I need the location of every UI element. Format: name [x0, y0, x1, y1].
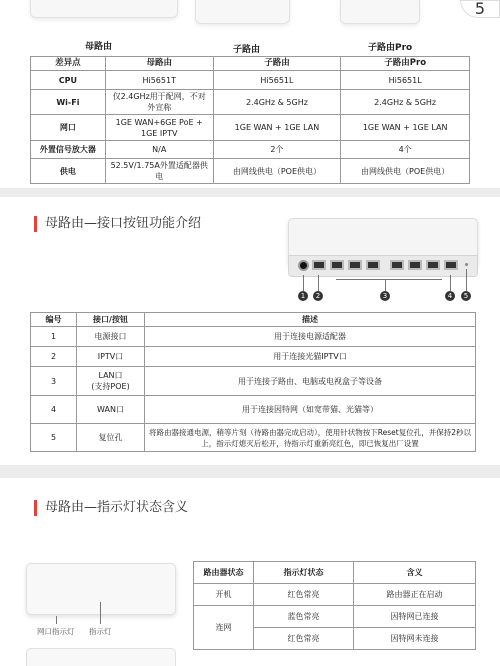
led-cell: 红色常亮	[254, 628, 354, 650]
ports-cell: WAN口	[77, 396, 145, 424]
spec-header: 母路由	[105, 57, 213, 71]
ports-cell: 用于连接因特网（如宽带猫、光猫等）	[145, 396, 476, 424]
ports-cell: 用于连接电源适配器	[145, 327, 476, 347]
spec-cell: Hi5651T	[105, 71, 213, 90]
ports-cell: 1	[31, 327, 77, 347]
ports-cell: 4	[31, 396, 77, 424]
ports-card	[0, 197, 500, 465]
spec-cell: 供电	[31, 159, 106, 184]
callout-line	[466, 269, 467, 291]
ports-cell: 电源接口	[77, 327, 145, 347]
callout-line	[450, 275, 451, 291]
table-row	[31, 115, 470, 141]
spec-header: 子路由Pro	[341, 57, 470, 71]
callout-1: 1	[298, 291, 308, 301]
col-title-child-pro: 子路由Pro	[368, 43, 413, 53]
led-cell: 蓝色常亮	[254, 606, 354, 628]
callout-line	[336, 279, 442, 280]
router-image-partial	[26, 648, 176, 666]
table-row	[31, 347, 476, 367]
callout-5: 5	[461, 291, 471, 301]
ports-header: 描述	[145, 313, 476, 327]
spec-cell: 外置信号放大器	[31, 141, 106, 159]
led-cell: 连网	[194, 606, 254, 650]
led-header: 含义	[354, 562, 476, 584]
ports-cell: 用于连接光猫IPTV口	[145, 347, 476, 367]
spec-cell: Hi5651L	[213, 71, 341, 90]
lan-port-icon	[348, 260, 362, 270]
lan-port-icon	[408, 260, 422, 270]
child-router-image	[195, 0, 290, 24]
ports-header: 编号	[31, 313, 77, 327]
mother-router-front-image	[26, 563, 176, 615]
led-section-title: 母路由—指示灯状态含义	[34, 500, 188, 516]
ports-header-row	[31, 313, 476, 327]
callout-line	[385, 279, 386, 291]
callout-line	[318, 275, 319, 291]
child-router-pro-image	[340, 0, 420, 24]
page-number: 5	[460, 0, 500, 18]
led-header: 路由器状态	[194, 562, 254, 584]
spec-cell: 52.5V/1.75A外置适配器供电	[105, 159, 213, 184]
table-row	[31, 327, 476, 347]
lan-port-icon	[390, 260, 404, 270]
table-row	[194, 584, 476, 606]
spec-cell: 1GE WAN+6GE PoE + 1GE IPTV	[105, 115, 213, 141]
spec-card	[0, 0, 500, 188]
ports-cell: 3	[31, 367, 77, 396]
spec-cell: 4个	[341, 141, 470, 159]
power-port-icon	[298, 260, 309, 271]
led-header-row	[194, 562, 476, 584]
led-header: 指示灯状态	[254, 562, 354, 584]
callout-4: 4	[445, 291, 455, 301]
led-table	[193, 561, 476, 650]
table-row	[31, 159, 470, 184]
spec-cell: 网口	[31, 115, 106, 141]
table-row	[31, 141, 470, 159]
led-cell: 因特网已连接	[354, 606, 476, 628]
spec-cell: 2个	[213, 141, 341, 159]
lan-port-icon	[330, 260, 344, 270]
table-row	[31, 367, 476, 396]
callout-line	[56, 616, 57, 624]
spec-cell: CPU	[31, 71, 106, 90]
table-row	[31, 71, 470, 90]
wan-port-icon	[444, 260, 458, 270]
ports-section-title: 母路由—接口按钮功能介绍	[34, 216, 201, 232]
ports-cell: 将路由器接通电源，稍等片刻（待路由器完成启动），使用针状物按下Reset复位孔，并保持2秒以上，指示灯熄灭后松开，待指示灯重新亮红色，即已恢复出厂设置	[145, 424, 476, 452]
table-row	[31, 424, 476, 452]
ports-cell: 用于连接子路由、电脑或电视盒子等设备	[145, 367, 476, 396]
spec-cell: N/A	[105, 141, 213, 159]
mother-router-image	[30, 0, 178, 18]
spec-header-row	[31, 57, 470, 71]
ports-cell: IPTV口	[77, 347, 145, 367]
reset-hole-icon	[465, 263, 468, 266]
table-row	[194, 606, 476, 628]
spec-cell: 1GE WAN + 1GE LAN	[213, 115, 341, 141]
ports-cell: LAN口 (支持POE)	[77, 367, 145, 396]
spec-cell: Wi-Fi	[31, 90, 106, 115]
iptv-port-icon	[312, 260, 326, 270]
port-led-label: 网口指示灯	[37, 627, 75, 636]
ports-header: 接口/按钮	[77, 313, 145, 327]
led-cell: 开机	[194, 584, 254, 606]
led-cell: 红色常亮	[254, 584, 354, 606]
led-label: 指示灯	[89, 627, 112, 636]
callout-line	[303, 275, 304, 291]
callout-3: 3	[380, 291, 390, 301]
col-title-mother: 母路由	[85, 42, 113, 52]
table-row	[31, 396, 476, 424]
spec-cell: 仅2.4GHz用于配网，不对外宣称	[105, 90, 213, 115]
spec-cell: 2.4GHz & 5GHz	[341, 90, 470, 115]
spec-cell: 由网线供电（POE供电）	[213, 159, 341, 184]
spec-header: 子路由	[213, 57, 341, 71]
col-title-child: 子路由	[233, 45, 261, 55]
ports-cell: 2	[31, 347, 77, 367]
callout-2: 2	[313, 291, 323, 301]
ports-cell: 5	[31, 424, 77, 452]
led-cell: 路由器正在启动	[354, 584, 476, 606]
spec-cell: 由网线供电（POE供电）	[341, 159, 470, 184]
led-card	[0, 478, 500, 666]
spec-cell: Hi5651L	[341, 71, 470, 90]
ports-table	[30, 312, 476, 452]
spec-cell: 2.4GHz & 5GHz	[213, 90, 341, 115]
table-row	[31, 90, 470, 115]
lan-port-icon	[426, 260, 440, 270]
led-cell: 因特网未连接	[354, 628, 476, 650]
spec-table	[30, 56, 470, 184]
callout-line	[100, 602, 101, 624]
ports-cell: 复位孔	[77, 424, 145, 452]
lan-port-icon	[366, 260, 380, 270]
spec-cell: 1GE WAN + 1GE LAN	[341, 115, 470, 141]
spec-header: 差异点	[31, 57, 106, 71]
